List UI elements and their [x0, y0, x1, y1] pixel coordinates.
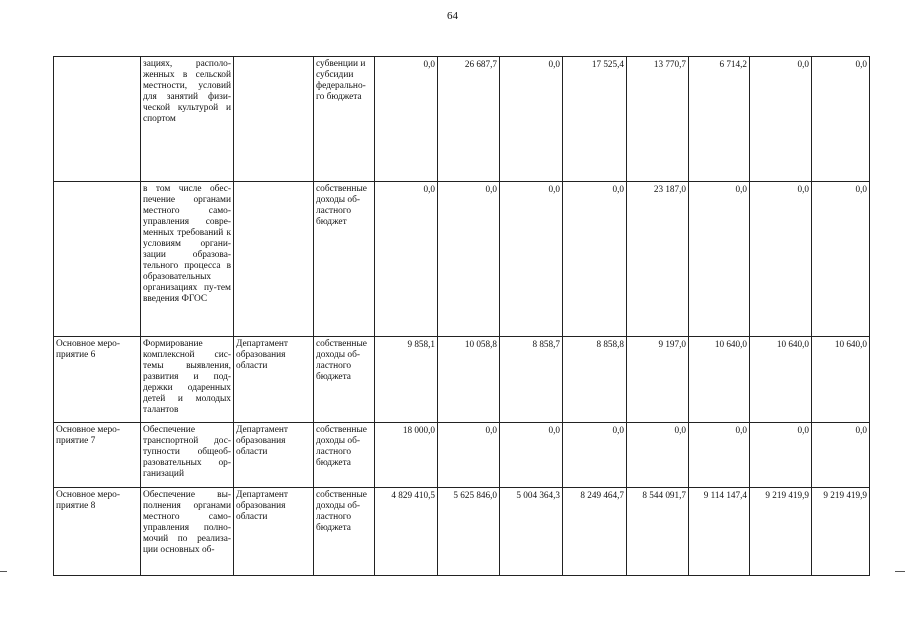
funding-source-cell: субвенции и субсидии федерально-го бюджета: [314, 57, 375, 182]
value-cell-year-5: 8 544 091,7: [627, 488, 689, 576]
value-cell-year-7: 9 219 419,9: [750, 488, 812, 576]
value-cell-year-6: 0,0: [689, 182, 750, 337]
value-cell-year-4: 8 858,8: [563, 337, 627, 423]
value-cell-year-5: 9 197,0: [627, 337, 689, 423]
scan-mark-right: [895, 571, 905, 572]
value-cell-year-8: 0,0: [812, 182, 870, 337]
value-cell-year-4: 8 249 464,7: [563, 488, 627, 576]
event-name-cell: Основное меро-приятие 8: [54, 488, 141, 576]
budget-table: [53, 56, 870, 576]
value-cell-year-1: 18 000,0: [375, 423, 438, 488]
value-cell-year-7: 0,0: [750, 423, 812, 488]
value-cell-year-2: 5 625 846,0: [438, 488, 500, 576]
value-cell-year-8: 9 219 419,9: [812, 488, 870, 576]
funding-source-cell: собственные доходы об-ластного бюджета: [314, 337, 375, 423]
table-row: [54, 182, 870, 337]
event-description-cell: зациях, располо-женных в сельской местности, условий для занятий физи-ческой культурой и спортом: [141, 57, 234, 182]
event-name-cell: [54, 182, 141, 337]
event-name-cell: Основное меро-приятие 7: [54, 423, 141, 488]
executor-cell: Департамент образования области: [234, 488, 314, 576]
table-row: [54, 337, 870, 423]
value-cell-year-3: 5 004 364,3: [500, 488, 563, 576]
value-cell-year-2: 10 058,8: [438, 337, 500, 423]
value-cell-year-8: 10 640,0: [812, 337, 870, 423]
value-cell-year-4: 0,0: [563, 182, 627, 337]
value-cell-year-1: 4 829 410,5: [375, 488, 438, 576]
value-cell-year-3: 0,0: [500, 57, 563, 182]
page-number: 64: [447, 10, 458, 22]
table-row: [54, 488, 870, 576]
executor-cell: [234, 57, 314, 182]
value-cell-year-7: 0,0: [750, 57, 812, 182]
table-row: [54, 423, 870, 488]
executor-cell: [234, 182, 314, 337]
value-cell-year-7: 10 640,0: [750, 337, 812, 423]
value-cell-year-8: 0,0: [812, 423, 870, 488]
funding-source-cell: собственные доходы об-ластного бюджета: [314, 488, 375, 576]
funding-source-cell: собственные доходы об-ластного бюджет: [314, 182, 375, 337]
value-cell-year-8: 0,0: [812, 57, 870, 182]
value-cell-year-3: 8 858,7: [500, 337, 563, 423]
value-cell-year-3: 0,0: [500, 423, 563, 488]
event-name-cell: Основное меро-приятие 6: [54, 337, 141, 423]
executor-cell: Департамент образования области: [234, 423, 314, 488]
executor-cell: Департамент образования области: [234, 337, 314, 423]
table-row: [54, 57, 870, 182]
value-cell-year-5: 0,0: [627, 423, 689, 488]
value-cell-year-2: 0,0: [438, 423, 500, 488]
value-cell-year-4: 17 525,4: [563, 57, 627, 182]
value-cell-year-1: 9 858,1: [375, 337, 438, 423]
funding-source-cell: собственные доходы об-ластного бюджета: [314, 423, 375, 488]
value-cell-year-6: 6 714,2: [689, 57, 750, 182]
value-cell-year-6: 9 114 147,4: [689, 488, 750, 576]
value-cell-year-2: 0,0: [438, 182, 500, 337]
event-description-cell: в том числе обес-печение органами местного само-управления совре-менных требований к условиям органи-зации образова-тельного процесса в образовательных организациях пу-тем введения ФГОС: [141, 182, 234, 337]
value-cell-year-4: 0,0: [563, 423, 627, 488]
value-cell-year-2: 26 687,7: [438, 57, 500, 182]
value-cell-year-1: 0,0: [375, 182, 438, 337]
scan-mark-left: [0, 571, 7, 572]
value-cell-year-7: 0,0: [750, 182, 812, 337]
value-cell-year-6: 0,0: [689, 423, 750, 488]
event-description-cell: Формирование комплексной сис-темы выявления, развития и под-держки одаренных детей и молодых талантов: [141, 337, 234, 423]
value-cell-year-1: 0,0: [375, 57, 438, 182]
event-name-cell: [54, 57, 141, 182]
value-cell-year-5: 23 187,0: [627, 182, 689, 337]
value-cell-year-6: 10 640,0: [689, 337, 750, 423]
event-description-cell: Обеспечение вы-полнения органами местного само-управления полно-мочий по реализа-ции основных об-: [141, 488, 234, 576]
event-description-cell: Обеспечение транспортной дос-тупности общеоб-разовательных ор-ганизаций: [141, 423, 234, 488]
value-cell-year-5: 13 770,7: [627, 57, 689, 182]
value-cell-year-3: 0,0: [500, 182, 563, 337]
